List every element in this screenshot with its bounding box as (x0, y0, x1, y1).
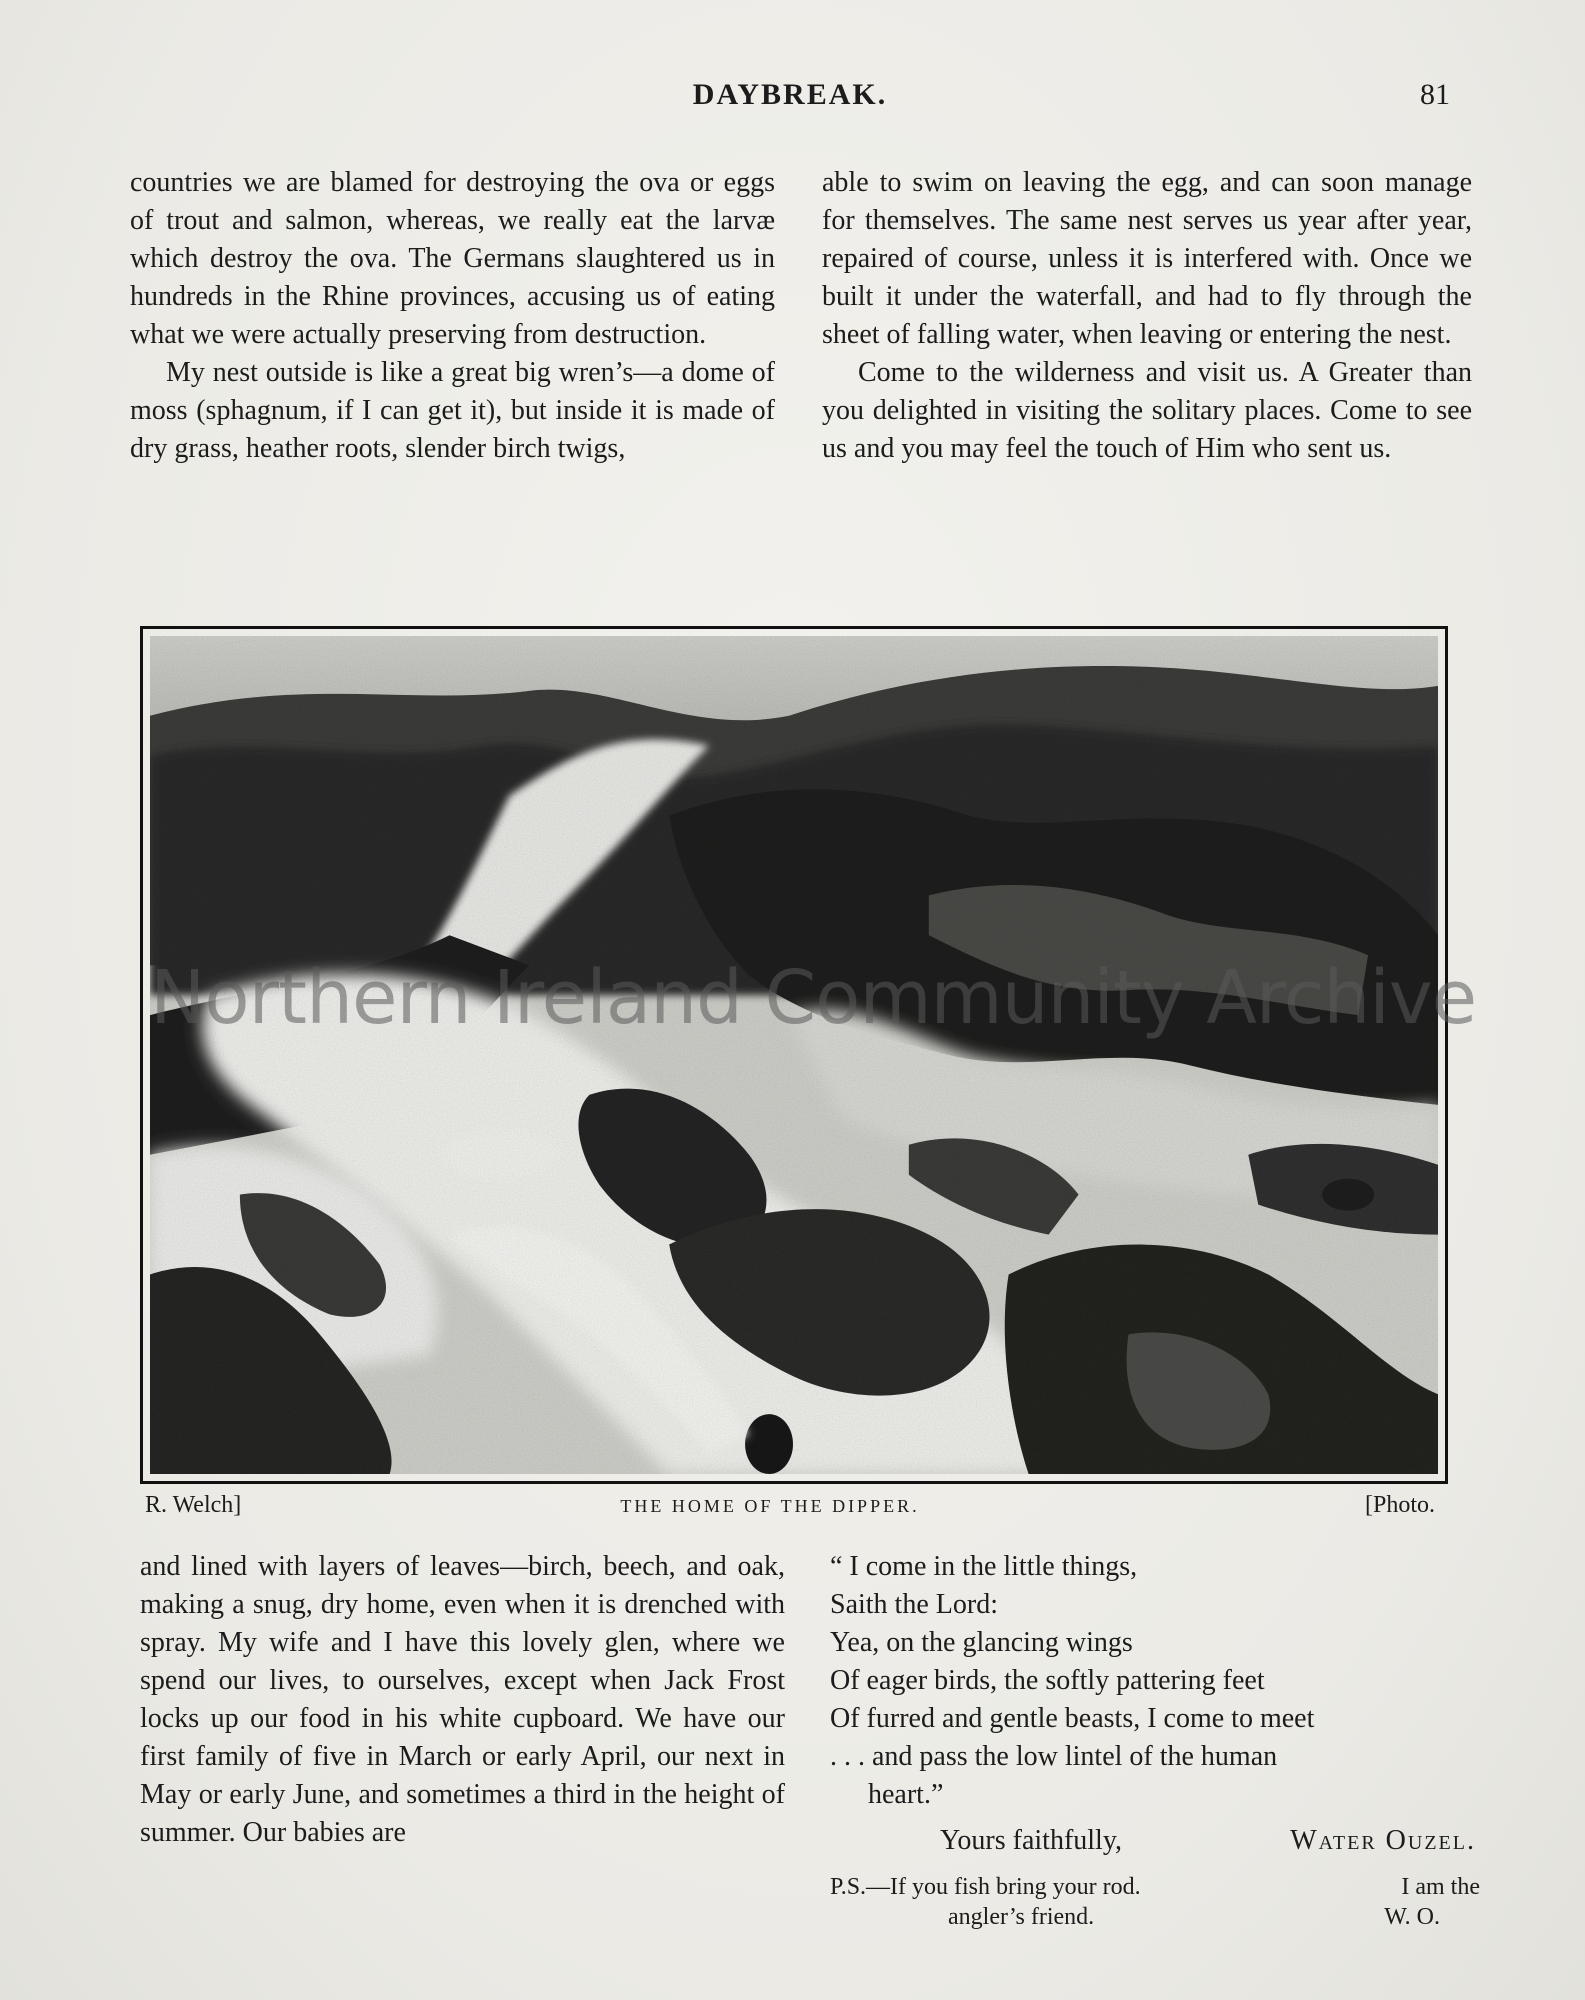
paragraph: countries we are blamed for destroying the ova or eggs of trout and salmon, whereas, we really eat the larvæ which destroy the ova. The Germans slaughtered us in hundreds in the Rhine provinces, accusing us of eating what we were actually preserving from destruction. (130, 167, 775, 350)
top-left-column (130, 164, 775, 468)
waterfall-photo (140, 626, 1477, 1484)
poem-line: Of eager birds, the softly pattering feet (830, 1665, 1265, 1696)
poem (830, 1548, 1480, 1814)
paragraph: Come to the wilderness and visit us. A Greater than you delighted in visiting the solitary places. Come to see us and you may feel the touch of Him who sent us. (822, 357, 1472, 464)
paragraph: and lined with layers of leaves—birch, beech, and oak, making a snug, dry home, even when it is drenched with spray. My wife and I have this lovely glen, where we spend our lives, to ourselves, except when Jack Frost locks up our food in his white cupboard. We have our first family of five in March or early April, our next in May or early June, and sometimes a third in the height of summer. Our babies are (140, 1551, 785, 1848)
photo-title: THE HOME OF THE DIPPER. (620, 1496, 920, 1516)
poem-line: . . . and pass the low lintel of the human (830, 1741, 1278, 1772)
closing: Yours faithfully, (940, 1825, 1123, 1856)
waterfall-image (150, 636, 1477, 1474)
bottom-left-column (140, 1548, 785, 1852)
postscript-line: angler’s friend. (948, 1904, 1095, 1930)
paragraph: able to swim on leaving the egg, and can soon manage for themselves. The same nest serves us year after year, repaired of course, unless it is interfered with. Once we built it under the waterfall, and had to fly through the sheet of falling water, when leaving or entering the nest. (822, 167, 1472, 350)
poem-line: Yea, on the glancing wings (830, 1627, 1133, 1658)
photo-credit: R. Welch] (145, 1492, 242, 1518)
top-right-column (822, 164, 1472, 468)
photo-caption (145, 1492, 1435, 1524)
signature: Water Ouzel. (1290, 1825, 1476, 1856)
poem-line: Of furred and gentle beasts, I come to meet (830, 1703, 1315, 1734)
page-number: 81 (1420, 78, 1450, 111)
photo-label: [Photo. (1364, 1492, 1435, 1518)
poem-line: heart.” (868, 1779, 944, 1810)
archive-watermark: Northern Ireland Community Archive (150, 955, 1477, 1041)
magazine-title: DAYBREAK. (692, 78, 888, 111)
postscript-initials: W. O. (1384, 1904, 1440, 1930)
page-header (130, 78, 1450, 118)
poem-line: “ I come in the little things, (830, 1551, 1138, 1582)
bottom-right-column (830, 1548, 1480, 1932)
poem-line: Saith the Lord: (830, 1589, 998, 1620)
letter-signoff (830, 1822, 1480, 1860)
postscript-line: P.S.—If you fish bring your rod. (830, 1874, 1141, 1900)
paragraph: My nest outside is like a great big wren’s—a dome of moss (sphagnum, if I can get it), but inside it is made of dry grass, heather roots, slender birch twigs, (130, 357, 775, 464)
postscript-line-end: I am the (1401, 1874, 1480, 1900)
postscript (830, 1872, 1480, 1932)
